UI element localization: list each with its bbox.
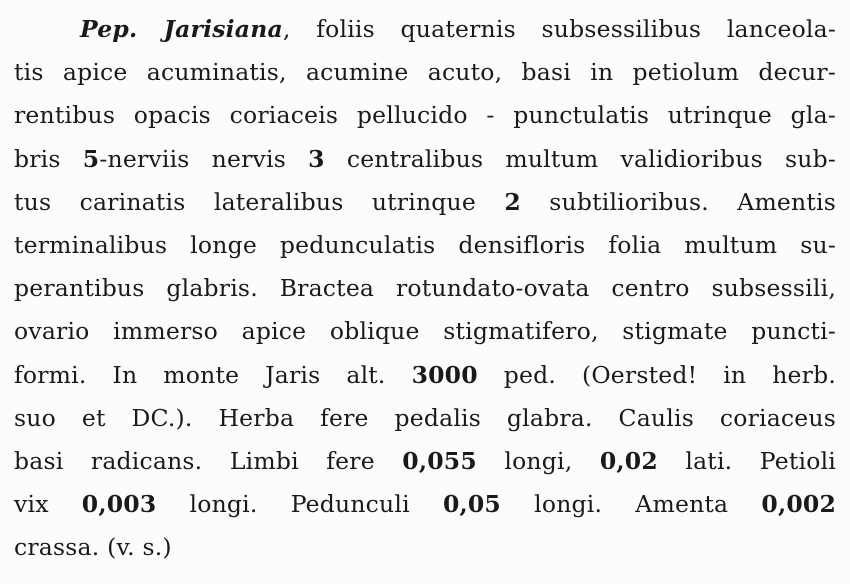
line-text: terminalibus longe pedunculatis densifloris folia multum su- xyxy=(14,230,836,259)
line-text: tis apice acuminatis, acumine acuto, basi in petiolum decur- xyxy=(14,58,836,87)
emphasis-text: 0,02 xyxy=(599,446,658,475)
text-line xyxy=(14,51,836,94)
text-line xyxy=(14,354,836,397)
line-text: tus carinatis lateralibus utrinque xyxy=(14,187,505,216)
line-text: -nerviis nervis xyxy=(99,144,309,173)
emphasis-text: 0,055 xyxy=(402,446,477,475)
text-line xyxy=(14,440,836,483)
emphasis-text: 3000 xyxy=(411,360,478,389)
text-line xyxy=(14,181,836,224)
line-text: subtilioribus. Amentis xyxy=(520,187,836,216)
line-text: perantibus glabris. Bractea rotundato-ovata centro subsessili, xyxy=(14,274,836,303)
text-line xyxy=(14,397,836,440)
text-line xyxy=(14,526,836,569)
line-text: , foliis quaternis subsessilibus lanceola- xyxy=(282,15,836,43)
emphasis-text: 5 xyxy=(82,144,100,173)
emphasis-text: 3 xyxy=(308,144,325,173)
line-text: bris xyxy=(14,144,83,173)
emphasis-text: 2 xyxy=(504,187,521,216)
line-text: longi. Amenta xyxy=(501,490,762,519)
botanical-description-paragraph xyxy=(14,8,836,569)
line-text: rentibus opacis coriaceis pellucido - punctulatis utrinque gla- xyxy=(14,101,836,130)
text-line xyxy=(14,8,836,51)
text-line xyxy=(14,224,836,267)
line-text: longi. Pedunculi xyxy=(156,490,443,519)
line-text: formi. In monte Jaris alt. xyxy=(14,360,412,389)
line-text: suo et DC.). Herba fere pedalis glabra. Caulis coriaceus xyxy=(14,403,836,432)
text-line xyxy=(14,94,836,137)
line-text: basi radicans. Limbi fere xyxy=(14,446,403,475)
emphasis-text: Pep. Jarisiana xyxy=(80,15,283,43)
emphasis-text: 0,05 xyxy=(442,490,501,519)
emphasis-text: 0,003 xyxy=(81,490,157,519)
line-text: ovario immerso apice oblique stigmatifero, stigmate puncti- xyxy=(14,317,836,346)
line-text: lati. Petioli xyxy=(657,446,837,475)
text-line xyxy=(14,310,836,353)
line-text: longi, xyxy=(476,446,600,475)
text-line xyxy=(14,267,836,310)
line-text: centralibus multum validioribus sub- xyxy=(324,144,836,173)
text-line xyxy=(14,138,836,181)
line-text: vix xyxy=(14,490,82,519)
text-line xyxy=(14,483,836,526)
line-text: crassa. (v. s.) xyxy=(14,533,172,562)
line-text: ped. (Oersted! in herb. xyxy=(477,360,836,389)
emphasis-text: 0,002 xyxy=(761,490,836,519)
